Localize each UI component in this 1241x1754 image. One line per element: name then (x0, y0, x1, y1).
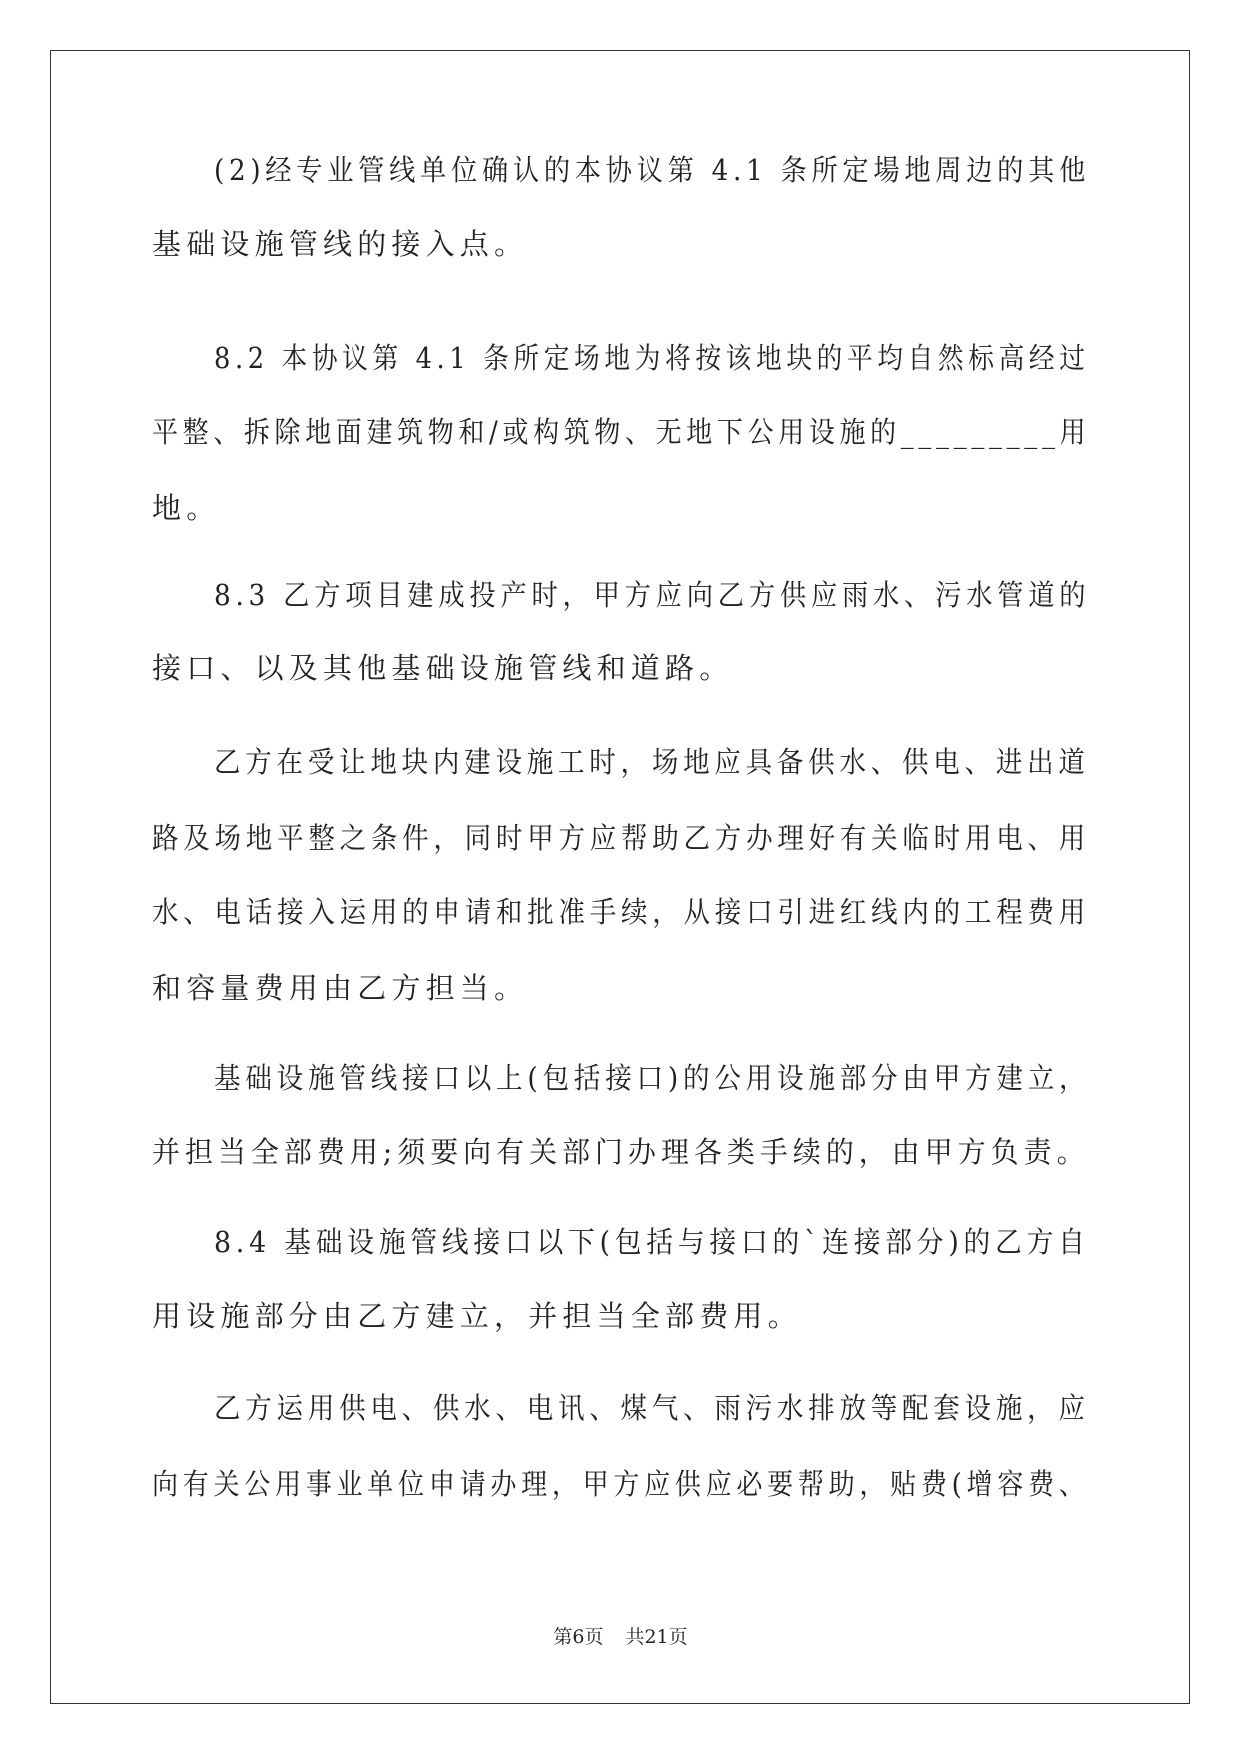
paragraph-line: 基础设施管线接口以上(包括接口)的公用设施部分由甲方建立， (214, 1061, 1091, 1095)
paragraph-line: 8.4 基础设施管线接口以下(包括与接口的`连接部分)的乙方自 (214, 1225, 1090, 1259)
paragraph-line: 8.2 本协议第 4.1 条所定场地为将按该地块的平均自然标高经过 (214, 341, 1090, 375)
paragraph-line: 乙方在受让地块内建设施工时，场地应具备供水、供电、进出道 (214, 745, 1090, 779)
paragraph-line: 乙方运用供电、供水、电讯、煤气、雨污水排放等配套设施，应 (214, 1391, 1090, 1425)
page-footer (0, 1625, 1241, 1649)
paragraph-line: 路及场地平整之条件，同时甲方应帮助乙方办理好有关临时用电、用 (152, 821, 1091, 855)
paragraph-line: 并担当全部费用;须要向有关部门办理各类手续的，由甲方负责。 (152, 1135, 1090, 1169)
paragraph-line: 和容量费用由乙方担当。 (152, 971, 529, 1005)
paragraph-line: 基础设施管线的接入点。 (152, 227, 529, 261)
paragraph-line: 平整、拆除地面建筑物和/或构筑物、无地下公用设施的_________用 (152, 415, 1091, 449)
paragraph-line: (2)经专业管线单位确认的本协议第 4.1 条所定場地周边的其他 (214, 153, 1091, 187)
paragraph-line: 8.3 乙方项目建成投产时，甲方应向乙方供应雨水、污水管道的 (214, 578, 1091, 612)
paragraph-line: 地。 (152, 491, 221, 525)
page-border (50, 50, 1190, 1704)
page-number: 第6页 (553, 1626, 604, 1648)
page-total: 共21页 (625, 1626, 688, 1648)
paragraph-line: 水、电话接入运用的申请和批准手续，从接口引进红线内的工程费用 (152, 895, 1091, 929)
paragraph-line: 接口、以及其他基础设施管线和道路。 (152, 651, 734, 685)
paragraph-line: 向有关公用事业单位申请办理，甲方应供应必要帮助，贴费(增容费、 (152, 1467, 1090, 1501)
paragraph-line: 用设施部分由乙方建立，并担当全部费用。 (152, 1299, 802, 1333)
